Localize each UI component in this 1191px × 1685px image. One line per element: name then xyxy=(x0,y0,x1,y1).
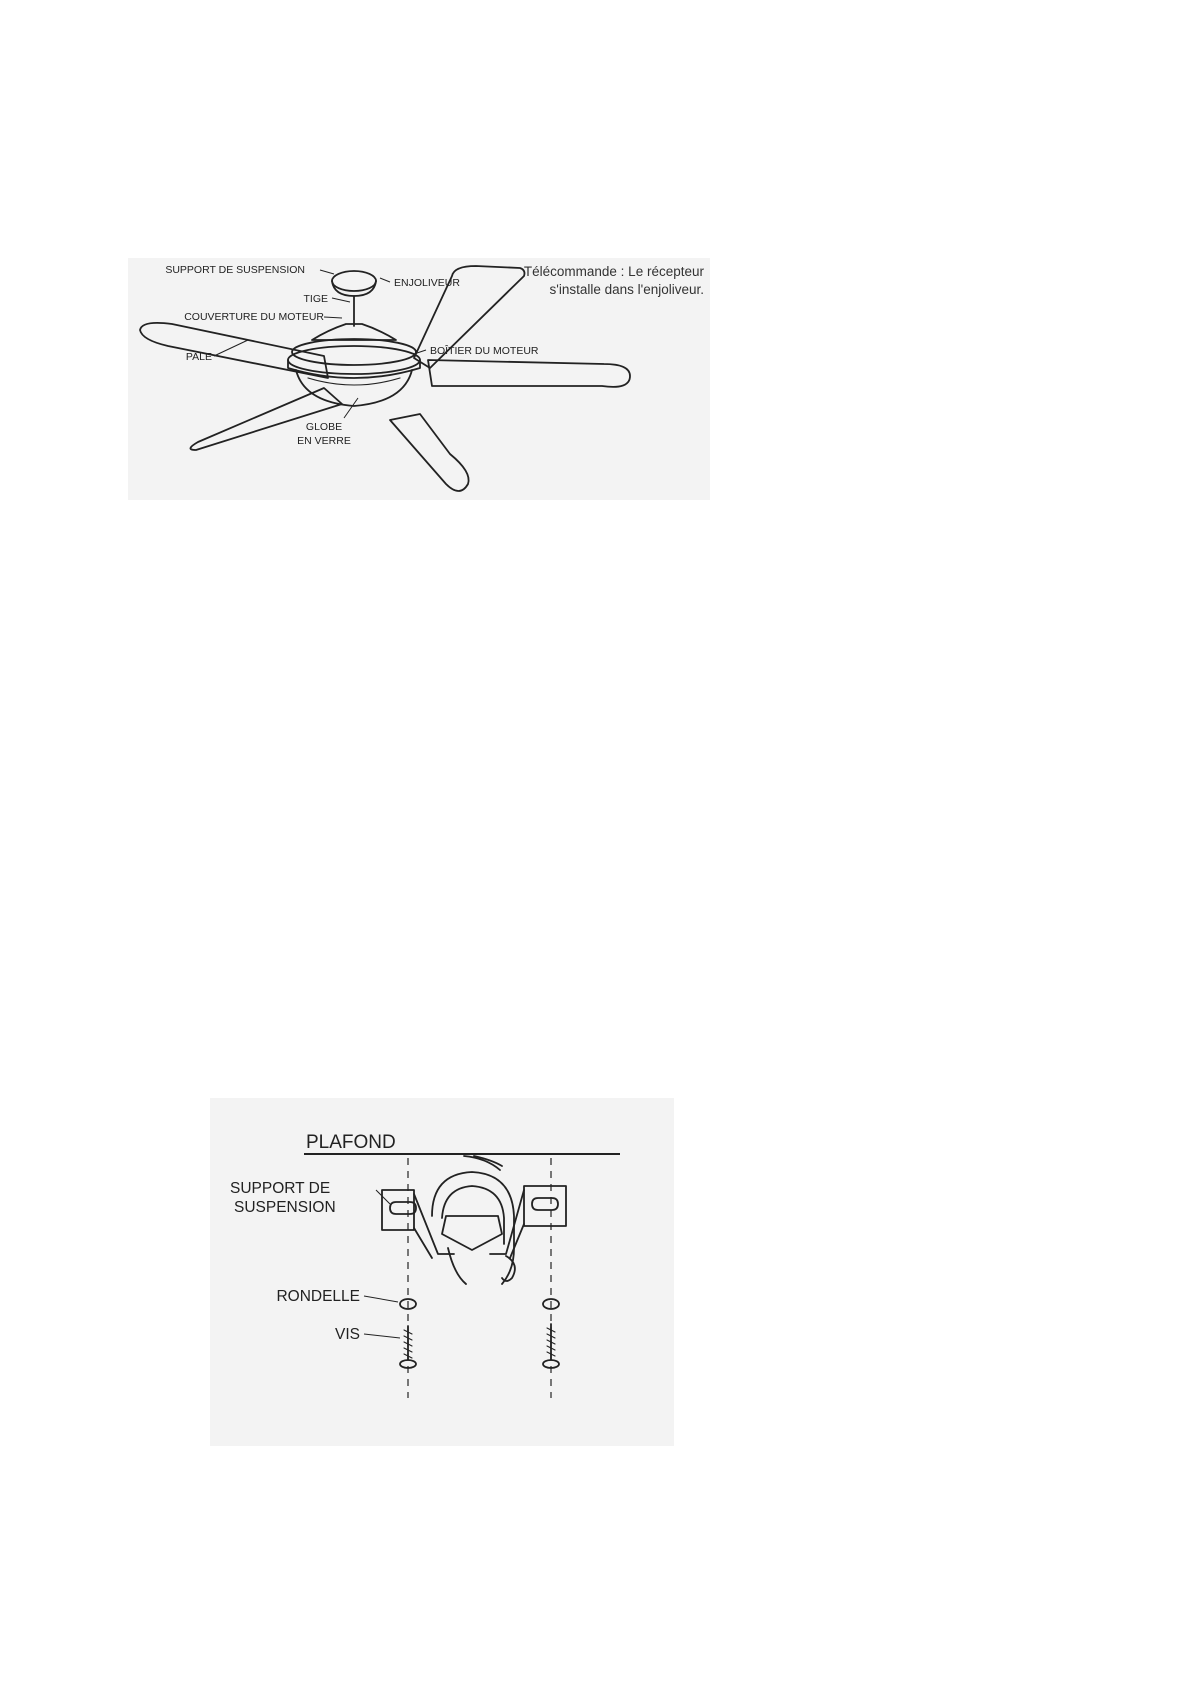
label-support-de-suspension: SUPPORT DE SUSPENSION xyxy=(165,264,305,276)
mounting-bracket-illustration xyxy=(210,1098,674,1446)
label-support-de: SUPPORT DE xyxy=(230,1180,331,1197)
label-rondelle: RONDELLE xyxy=(276,1288,360,1305)
label-globe: GLOBE xyxy=(305,421,343,433)
ceiling-canopy xyxy=(332,271,376,291)
label-pale: PALE xyxy=(185,351,212,363)
label-enjoliveur: ENJOLIVEUR xyxy=(394,277,460,289)
label-couverture-du-moteur: COUVERTURE DU MOTEUR xyxy=(184,311,324,323)
ceiling-fan-illustration xyxy=(128,258,710,500)
blade-bottom xyxy=(390,414,469,491)
screw-left xyxy=(400,1326,416,1368)
remote-note-line2: s'installe dans l'enjoliveur. xyxy=(549,282,704,297)
label-plafond: PLAFOND xyxy=(306,1132,396,1153)
label-boitier-du-moteur: BOÎTIER DU MOTEUR xyxy=(430,345,539,357)
label-vis: VIS xyxy=(335,1326,360,1343)
label-en-verre: EN VERRE xyxy=(297,435,351,447)
screw-right xyxy=(543,1324,559,1368)
blade-upper-left xyxy=(140,323,328,378)
bracket-cradle xyxy=(432,1172,514,1284)
label-tige: TIGE xyxy=(303,293,328,305)
bracket-tab-right xyxy=(524,1186,566,1226)
mounting-bracket-diagram xyxy=(210,1098,674,1446)
ceiling-fan-diagram xyxy=(128,258,710,500)
motor-housing xyxy=(292,339,416,365)
label-suspension: SUSPENSION xyxy=(234,1199,336,1216)
bracket-tab-left xyxy=(382,1190,414,1230)
blade-right xyxy=(428,360,630,387)
remote-note-line1: Télécommande : Le récepteur xyxy=(523,264,704,279)
